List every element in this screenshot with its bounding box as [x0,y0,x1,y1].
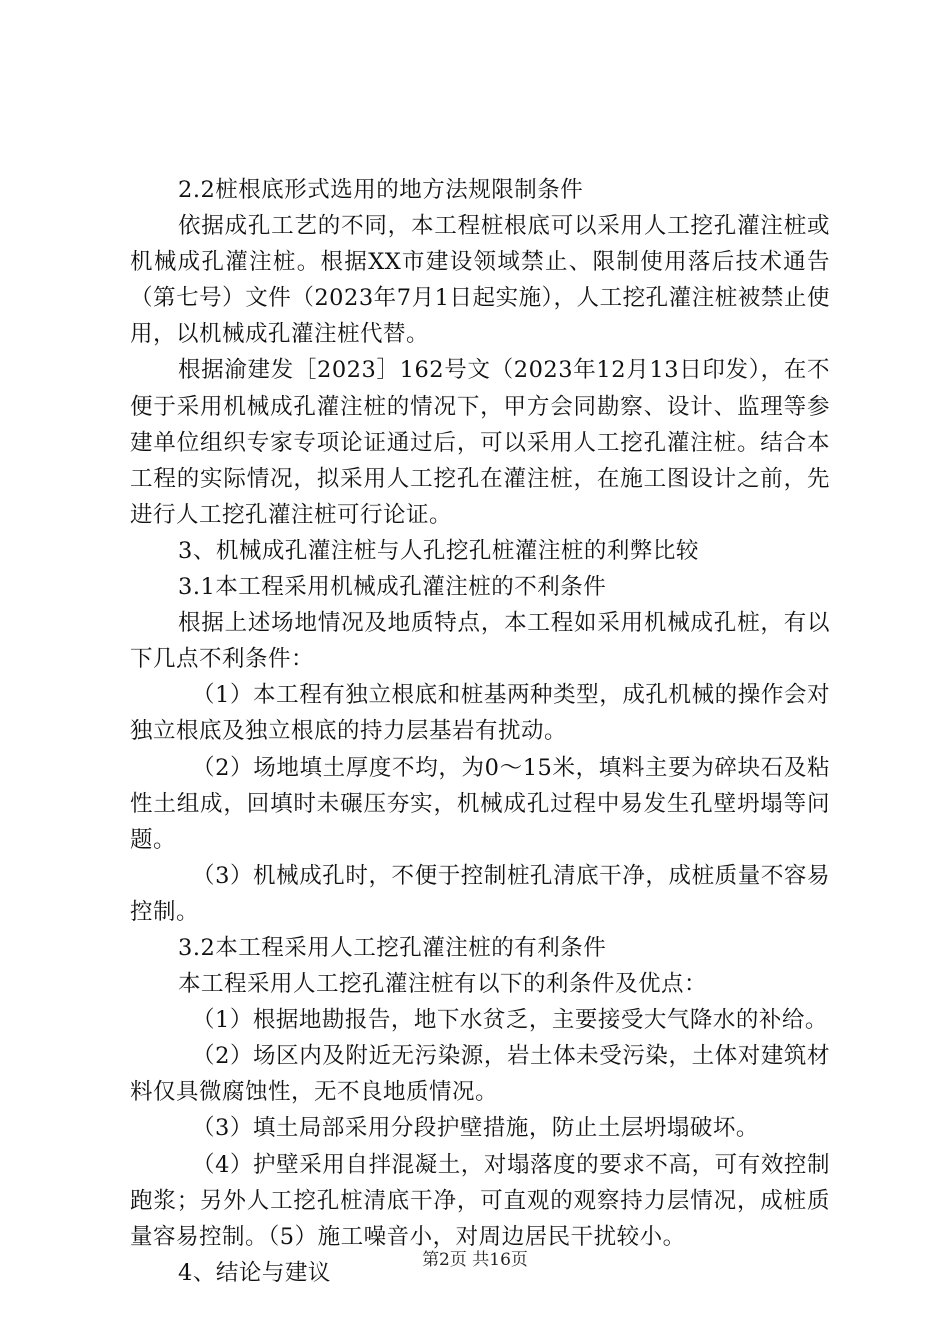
section-heading-2-2: 2.2桩根底形式选用的地方法规限制条件 [178,177,584,203]
section-heading-3-1: 3.1本工程采用机械成孔灌注桩的不利条件 [178,574,607,601]
page-number: 第2页 共16页 [422,1250,528,1270]
section-heading-3-2: 3.2本工程采用人工挖孔灌注桩的有利条件 [178,934,607,961]
section-heading-4: 4、结论与建议 [178,1259,331,1286]
list-item-favorable-3: （3）填土局部采用分段护壁措施，防止土层坍塌破坏。 [192,1115,759,1142]
paragraph-favorable-intro: 本工程采用人工挖孔灌注桩有以下的利条件及优点： [178,971,708,998]
list-item-unfavorable-3: （3）机械成孔时，不便于控制桩孔清底干净，成桩质量不容易控制。 [130,862,830,925]
list-item-unfavorable-2: （2）场地填土厚度不均，为0～15米，填料主要为碎块石及粘性土组成，回填时未碾压夯实，机械成孔过程中易发生孔壁坍塌等问题。 [130,754,830,853]
document-body [130,172,830,1291]
paragraph-process-basis: 依据成孔工艺的不同，本工程桩根底可以采用人工挖孔灌注桩或机械成孔灌注桩。根据XX市建设领域禁止、限制使用落后技术通告（第七号）文件（2023年7月1日起实施），人工挖孔灌注桩被禁止使用，以机械成孔灌注桩代替。 [130,213,830,348]
section-heading-3: 3、机械成孔灌注桩与人孔挖孔桩灌注桩的利弊比较 [178,537,699,564]
list-item-favorable-1: （1）根据地勘报告，地下水贫乏，主要接受大气降水的补给。 [192,1007,828,1034]
paragraph-unfavorable-intro: 根据上述场地情况及地质特点，本工程如采用机械成孔桩，有以下几点不利条件： [130,610,830,673]
page-footer [0,1245,950,1270]
paragraph-regulation: 根据渝建发［2023］162号文（2023年12月13日印发），在不便于采用机械成孔灌注桩的情况下，甲方会同勘察、设计、监理等参建单位组织专家专项论证通过后，可以采用人工挖孔灌注桩。结合本工程的实际情况，拟采用人工挖孔在灌注桩，在施工图设计之前，先进行人工挖孔灌注桩可行论证。 [130,357,830,528]
list-item-favorable-2: （2）场区内及附近无污染源，岩土体未受污染，土体对建筑材料仅具微腐蚀性，无不良地质情况。 [130,1043,830,1106]
list-item-favorable-4-5: （4）护壁采用自拌混凝土，对塌落度的要求不高，可有效控制跑浆；另外人工挖孔桩清底干净，可直观的观察持力层情况，成桩质量容易控制。（5）施工噪音小，对周边居民干扰较小。 [130,1151,830,1250]
list-item-unfavorable-1: （1）本工程有独立根底和桩基两种类型，成孔机械的操作会对独立根底及独立根底的持力层基岩有扰动。 [130,682,830,745]
